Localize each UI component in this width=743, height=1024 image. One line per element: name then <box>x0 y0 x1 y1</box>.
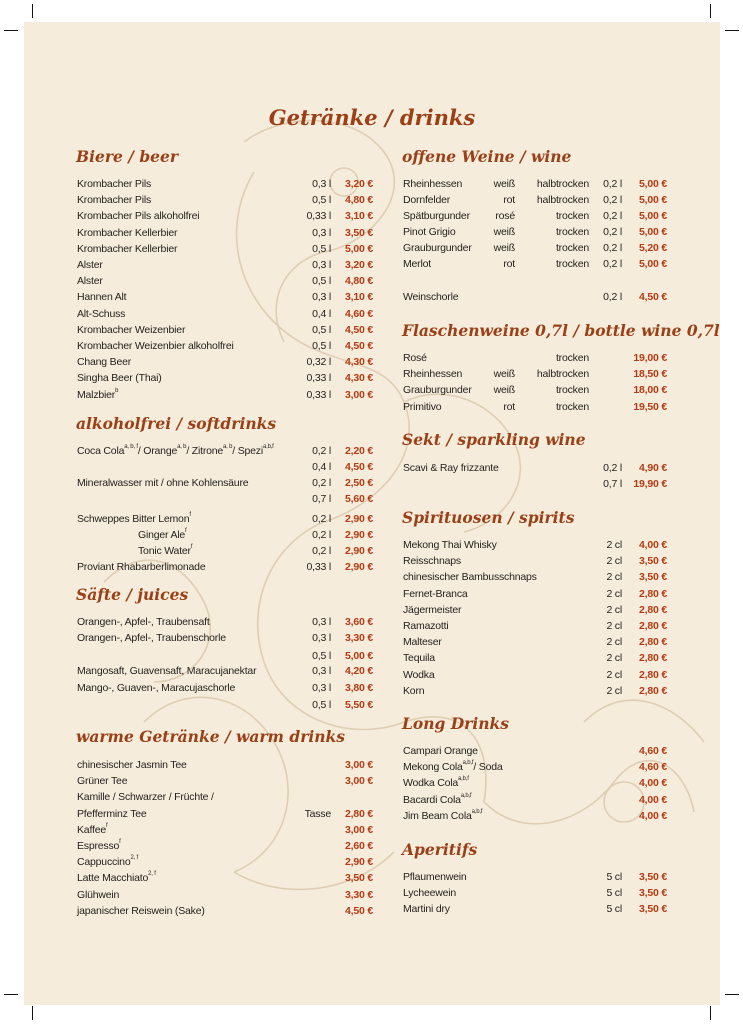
item-name: Krombacher Weizenbier alkoholfrei <box>77 340 234 352</box>
menu-item <box>24 808 720 824</box>
item-size: 0,2 l <box>603 462 622 474</box>
item-name: Kaffee$^f$ <box>77 822 108 836</box>
item-size: 2 cl <box>606 539 622 551</box>
item-size: 0,3 l <box>312 259 331 271</box>
crop-mark <box>725 30 739 31</box>
menu-item <box>24 460 720 476</box>
item-price: 4,50 € <box>345 323 373 336</box>
menu-item <box>24 602 720 618</box>
menu-item <box>24 553 720 569</box>
item-style: halbtrocken <box>536 368 589 381</box>
menu-item <box>24 176 720 192</box>
item-size: 0,2 l <box>312 513 331 525</box>
item-size: 2 cl <box>606 620 622 632</box>
item-price: 4,20 € <box>345 665 373 677</box>
item-name: Tequila <box>403 652 435 665</box>
section-heading: Sekt / sparkling wine <box>402 430 586 449</box>
item-size: 0,2 l <box>312 477 331 489</box>
menu-item <box>24 491 720 507</box>
item-size: 0,32 l <box>306 356 331 369</box>
item-price: 4,00 € <box>639 793 667 806</box>
item-name: Jägermeister <box>403 603 462 616</box>
allergen-note: a,b,f <box>262 444 274 450</box>
menu-item <box>24 683 720 699</box>
menu-item <box>24 192 720 208</box>
menu-item <box>24 306 720 322</box>
item-name: Latte Macchiato$^{2, f}$ <box>77 871 156 885</box>
crop-mark <box>710 4 711 18</box>
section-heading: alkoholfrei / softdrinks <box>76 414 277 433</box>
item-name: Krombacher Kellerbier <box>77 226 178 239</box>
item-price: 3,00 € <box>345 759 373 771</box>
item-name: Krombacher Weizenbier <box>77 323 186 336</box>
item-size: 5 cl <box>606 871 622 883</box>
allergen-note: f <box>105 822 108 829</box>
item-size: 0,5 l <box>312 323 331 336</box>
menu-item <box>24 208 720 224</box>
menu-item <box>24 586 720 602</box>
menu-item <box>24 822 720 838</box>
menu-item <box>24 224 720 240</box>
allergen-note: f <box>189 512 191 518</box>
menu-item <box>24 350 720 366</box>
item-name: Malzbier$^b$ <box>77 387 119 401</box>
section-heading: Spirituosen / spirits <box>402 508 575 527</box>
item-name: Grauburgunder <box>403 384 472 397</box>
item-price: 5,00 € <box>345 242 373 255</box>
item-price: 3,50 € <box>639 571 667 584</box>
menu-item <box>24 901 720 917</box>
item-price: 4,30 € <box>345 356 373 369</box>
item-name: Chang Beer <box>77 356 132 369</box>
item-price: 2,80 € <box>345 807 373 820</box>
item-size: 0,2 l <box>312 529 331 541</box>
item-size: 0,2 l <box>603 210 622 222</box>
item-name: Mineralwasser mit / ohne Kohlensäure <box>77 477 249 489</box>
item-price: 2,80 € <box>639 587 667 600</box>
crop-mark <box>32 4 33 18</box>
item-name: Mangosaft, Guavensaft, Maracujanektar <box>77 665 257 677</box>
item-style: trocken <box>555 226 589 238</box>
item-style: trocken <box>555 384 589 397</box>
item-name: Dornfelder <box>403 194 451 206</box>
item-name: Korn <box>403 684 425 697</box>
item-size: 0,2 l <box>312 545 331 557</box>
item-price: 4,30 € <box>345 372 373 385</box>
item-price: 19,50 € <box>633 400 667 413</box>
menu-item <box>24 743 720 759</box>
item-size: 2 cl <box>606 652 622 665</box>
item-price: 5,00 € <box>639 226 667 238</box>
allergen-note: f <box>190 544 193 550</box>
item-name: Jim Beam Cola$^{a,b,f}$ <box>403 808 483 822</box>
item-name: Weinschorle <box>403 291 459 303</box>
allergen-note: a, b <box>223 444 233 450</box>
item-style: trocken <box>555 352 589 364</box>
item-name: Rosé <box>403 352 427 364</box>
item-price: 18,50 € <box>633 368 667 381</box>
item-color: weiß <box>493 368 515 381</box>
menu-item <box>24 792 720 808</box>
item-name: Glühwein <box>77 888 120 901</box>
crop-mark <box>4 994 18 995</box>
item-name: Mekong Thai Whisky <box>403 539 497 551</box>
item-size: 2 cl <box>606 555 622 568</box>
item-name: Schweppes Bitter Lemon$^f$ <box>77 512 191 525</box>
page-title: Getränke / drinks <box>268 105 476 130</box>
section-heading: Biere / beer <box>76 147 179 166</box>
item-size: 0,3 l <box>312 616 331 628</box>
menu-item <box>24 634 720 650</box>
item-size: 0,33 l <box>306 388 331 401</box>
item-name: Merlot <box>403 258 431 270</box>
item-size: 0,3 l <box>312 291 331 304</box>
menu-item <box>24 256 720 272</box>
item-name: Espresso$^f$ <box>77 839 121 852</box>
item-size: 5 cl <box>606 887 622 900</box>
item-size: 0,2 l <box>603 194 622 206</box>
item-price: 2,90 € <box>345 529 373 541</box>
item-price: 2,90 € <box>345 856 373 869</box>
item-name: Krombacher Kellerbier <box>77 242 178 255</box>
menu-item <box>24 399 720 415</box>
item-size: 2 cl <box>606 587 622 600</box>
item-name: Mekong Cola$^{a,b,f}$/ Soda <box>403 760 503 774</box>
item-price: 5,00 € <box>639 258 667 270</box>
item-color: rot <box>503 400 515 413</box>
item-price: 3,50 € <box>639 903 667 916</box>
menu-item <box>24 838 720 854</box>
item-price: 4,00 € <box>639 809 667 822</box>
item-price: 3,20 € <box>345 178 373 190</box>
item-color: weiß <box>493 226 515 238</box>
item-size: 0,3 l <box>312 178 331 190</box>
item-price: 5,00 € <box>639 194 667 206</box>
item-size: Tasse <box>304 807 331 820</box>
menu-item <box>24 273 720 289</box>
item-color: rosé <box>495 210 515 222</box>
item-price: 4,80 € <box>345 194 373 207</box>
item-price: 4,90 € <box>639 462 667 474</box>
item-name: Tonic Water$^f$ <box>138 544 193 557</box>
item-name: Singha Beer (Thai) <box>77 372 162 385</box>
item-style: trocken <box>555 258 589 270</box>
item-size: 0,5 l <box>312 275 331 288</box>
item-size: 0,2 l <box>603 291 622 303</box>
item-size: 0,5 l <box>312 699 331 711</box>
menu-item <box>24 537 720 553</box>
allergen-note: a,b,f <box>458 776 469 783</box>
item-price: 2,80 € <box>639 636 667 649</box>
item-name: Cappuccino$^{2, f}$ <box>77 855 139 869</box>
allergen-note: f <box>119 839 121 845</box>
item-size: 2 cl <box>606 668 622 681</box>
item-price: 4,00 € <box>639 539 667 551</box>
item-size: 0,3 l <box>312 226 331 239</box>
item-size: 0,33 l <box>306 372 331 385</box>
item-name: Martini dry <box>403 903 450 916</box>
item-name: Krombacher Pils <box>77 194 152 207</box>
item-price: 4,00 € <box>639 777 667 790</box>
item-name: Primitivo <box>403 400 442 413</box>
item-name: Mango-, Guaven-, Maracujaschorle <box>77 682 236 694</box>
section-heading: offene Weine / wine <box>402 147 572 166</box>
item-price: 3,30 € <box>345 888 373 901</box>
item-price: 5,00 € <box>639 178 667 190</box>
item-size: 0,33 l <box>306 561 331 573</box>
item-price: 2,80 € <box>639 603 667 616</box>
item-price: 3,50 € <box>639 871 667 883</box>
item-price: 2,80 € <box>639 684 667 697</box>
item-color: rot <box>503 194 515 206</box>
item-name: Alt-Schuss <box>77 307 126 320</box>
menu-item <box>24 443 720 459</box>
section-heading: Long Drinks <box>402 714 509 733</box>
allergen-note: b <box>115 387 119 394</box>
item-name: Alster <box>77 259 103 271</box>
item-size: 0,3 l <box>312 682 331 694</box>
item-price: 5,20 € <box>639 242 667 254</box>
menu-item <box>24 618 720 634</box>
item-color: weiß <box>493 242 515 254</box>
menu-item <box>24 869 720 885</box>
item-name: Rheinhessen <box>403 178 463 190</box>
item-size: 2 cl <box>606 636 622 649</box>
item-price: 3,00 € <box>345 775 373 788</box>
allergen-note: a,b,f <box>471 808 483 815</box>
menu-item <box>24 667 720 683</box>
item-price: 4,50 € <box>345 340 373 352</box>
menu-page <box>24 22 720 1005</box>
menu-item <box>24 759 720 775</box>
item-size: 0,4 l <box>312 461 331 473</box>
item-name: Malteser <box>403 636 442 649</box>
item-size: 2 cl <box>606 571 622 584</box>
item-name: chinesischer Bambusschnaps <box>403 571 537 584</box>
allergen-note: 2, f <box>148 871 156 878</box>
menu-item <box>24 650 720 666</box>
item-size: 0,7 l <box>312 493 331 505</box>
crop-mark <box>725 994 739 995</box>
item-price: 3,50 € <box>639 555 667 568</box>
item-name: chinesischer Jasmin Tee <box>77 759 187 771</box>
item-price: 4,50 € <box>639 291 667 303</box>
item-size: 0,3 l <box>312 665 331 677</box>
item-name: Reisschnaps <box>403 555 461 568</box>
item-name: Alster <box>77 275 103 288</box>
item-name: Wodka <box>403 668 435 681</box>
item-price: 2,50 € <box>345 477 373 489</box>
item-name: Proviant Rhabarberlimonade <box>77 561 206 573</box>
item-style: halbtrocken <box>536 178 589 190</box>
menu-item <box>24 885 720 901</box>
crop-mark <box>710 1006 711 1020</box>
item-size: 0,2 l <box>603 226 622 238</box>
item-price: 3,50 € <box>345 872 373 885</box>
item-price: 3,00 € <box>345 388 373 401</box>
item-name: japanischer Reiswein (Sake) <box>77 904 205 917</box>
menu-item <box>24 382 720 398</box>
item-price: 4,60 € <box>639 745 667 757</box>
menu-item <box>24 854 720 870</box>
allergen-note: f <box>185 528 187 534</box>
item-name: Lycheewein <box>403 887 457 900</box>
item-name: Orangen-, Apfel-, Traubensaft <box>77 616 210 628</box>
item-name: Krombacher Pils <box>77 178 152 190</box>
item-price: 3,60 € <box>345 616 373 628</box>
menu-item <box>24 289 720 305</box>
section-heading: warme Getränke / warm drinks <box>76 727 345 746</box>
item-size: 0,2 l <box>603 178 622 190</box>
item-price: 3,00 € <box>345 823 373 836</box>
item-size: 0,5 l <box>312 242 331 255</box>
item-price: 3,10 € <box>345 210 373 223</box>
item-price: 2,80 € <box>639 668 667 681</box>
item-name: Bacardi Cola$^{a,b,f}$ <box>403 792 472 806</box>
item-style: trocken <box>555 210 589 222</box>
item-price: 5,60 € <box>345 493 373 505</box>
item-color: weiß <box>493 178 515 190</box>
item-style: trocken <box>555 400 589 413</box>
item-price: 4,60 € <box>345 307 373 320</box>
item-price: 5,00 € <box>639 210 667 222</box>
item-name: Ramazotti <box>403 620 449 632</box>
item-size: 0,7 l <box>603 478 622 491</box>
allergen-note: a,b,f <box>460 792 472 799</box>
item-price: 5,50 € <box>345 699 373 711</box>
item-price: 4,80 € <box>345 275 373 288</box>
item-price: 19,00 € <box>633 352 667 364</box>
item-name: Grüner Tee <box>77 775 128 788</box>
item-price: 2,90 € <box>345 513 373 525</box>
item-size: 5 cl <box>606 903 622 916</box>
item-name: Rheinhessen <box>403 368 463 381</box>
item-name: Scavi & Ray frizzante <box>403 462 499 474</box>
item-price: 3,50 € <box>639 887 667 900</box>
item-price: 2,90 € <box>345 545 373 557</box>
item-color: rot <box>503 258 515 270</box>
item-size: 2 cl <box>606 603 622 616</box>
item-size: 0,3 l <box>312 632 331 644</box>
item-name: Campari Orange <box>403 745 478 757</box>
item-price: 5,00 € <box>345 650 373 662</box>
item-price: 4,50 € <box>345 461 373 473</box>
item-size: 0,2 l <box>603 258 622 270</box>
item-price: 3,30 € <box>345 632 373 644</box>
allergen-note: 2, f <box>130 855 139 862</box>
item-name: Orangen-, Apfel-, Traubenschorle <box>77 632 226 644</box>
item-price: 2,60 € <box>345 840 373 852</box>
item-name: Coca Cola$^{a, b, f}$/ Orange$^{a, b}$/ Zitrone$^{a, b}$/ Spezi$^{a,b,f}$ <box>77 444 274 457</box>
menu-item <box>24 697 720 713</box>
crop-mark <box>4 30 18 31</box>
item-name: Ginger Ale$^f$ <box>138 528 187 541</box>
item-color: weiß <box>493 384 515 397</box>
item-price: 2,80 € <box>639 652 667 665</box>
item-style: trocken <box>555 242 589 254</box>
item-size: 0,2 l <box>603 242 622 254</box>
menu-item <box>24 366 720 382</box>
item-size: 0,33 l <box>306 210 331 223</box>
item-style: halbtrocken <box>536 194 589 206</box>
item-price: 2,80 € <box>639 620 667 632</box>
item-name: Pflaumenwein <box>403 871 467 883</box>
allergen-note: a, b <box>177 444 187 450</box>
item-name: Kamille / Schwarzer / Früchte / <box>77 791 214 804</box>
item-size: 0,2 l <box>312 445 331 457</box>
section-heading: Flaschenweine 0,7l / bottle wine 0,7l <box>402 321 720 340</box>
section-heading: Aperitifs <box>402 840 478 859</box>
menu-item <box>24 240 720 256</box>
item-size: 0,4 l <box>312 307 331 320</box>
item-price: 4,50 € <box>345 904 373 917</box>
menu-item <box>24 569 720 585</box>
item-price: 3,20 € <box>345 259 373 271</box>
item-name: Fernet-Branca <box>403 587 468 600</box>
item-price: 2,20 € <box>345 445 373 457</box>
menu-item <box>24 511 720 527</box>
item-name: Spätburgunder <box>403 210 470 222</box>
item-size: 0,5 l <box>312 194 331 207</box>
item-price: 4,60 € <box>639 761 667 774</box>
item-size: 0,5 l <box>312 340 331 352</box>
item-price: 18,00 € <box>633 384 667 397</box>
item-name: Pinot Grigio <box>403 226 456 238</box>
allergen-note: a, b, f <box>124 444 138 450</box>
item-name: Krombacher Pils alkoholfrei <box>77 210 200 223</box>
item-price: 19,90 € <box>633 478 667 491</box>
section-heading: Säfte / juices <box>76 585 189 604</box>
item-price: 3,80 € <box>345 682 373 694</box>
item-name: Wodka Cola$^{a,b,f}$ <box>403 776 469 790</box>
item-name: Hannen Alt <box>77 291 127 304</box>
item-name: Pfefferminz Tee <box>77 807 147 820</box>
item-price: 2,90 € <box>345 561 373 573</box>
menu-item <box>24 476 720 492</box>
item-size: 0,5 l <box>312 650 331 662</box>
menu-item <box>24 775 720 791</box>
item-name: Grauburgunder <box>403 242 472 254</box>
allergen-note: a,b,f <box>462 760 474 767</box>
item-price: 3,50 € <box>345 226 373 239</box>
crop-mark <box>32 1006 33 1020</box>
item-size: 2 cl <box>606 684 622 697</box>
item-price: 3,10 € <box>345 291 373 304</box>
